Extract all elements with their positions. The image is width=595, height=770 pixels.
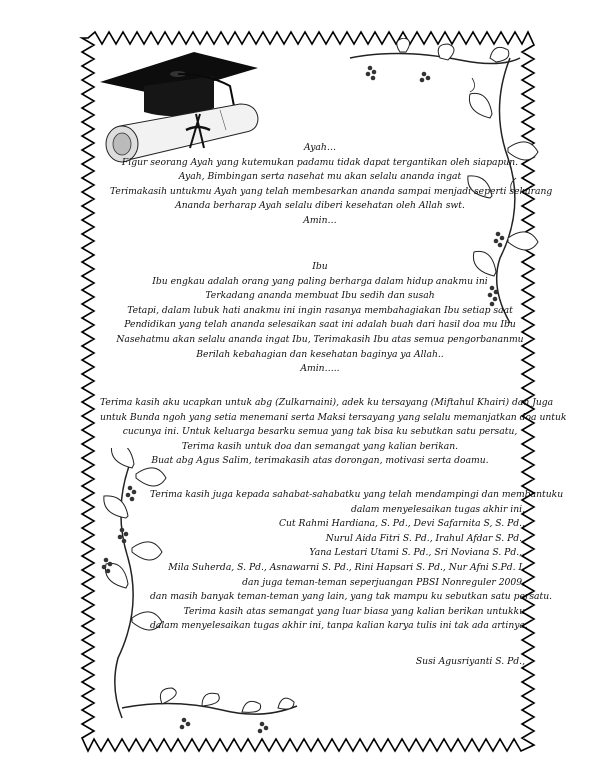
friends-line: dalam menyelesaikan tugas akhir ini, tanpa kalian karya tulis ini tak ada artinya. (150, 620, 528, 632)
friends-line: Terima kasih juga kepada sahabat-sahabatku yang telah mendampingi dan membantuku (150, 489, 564, 500)
friends-line: Terima kasih atas semangat yang luar biasa yang kalian berikan untukku (183, 605, 525, 617)
ayah-line: Ayah, Bimbingan serta nasehat mu akan selalu ananda ingat (178, 171, 462, 183)
ayah-section (110, 141, 553, 229)
ibu-line: Nasehatmu akan selalu ananda ingat Ibu, Terimakasih Ibu atas semua pengorbananmu (116, 333, 524, 345)
friends-line: Mila Suherda, S. Pd., Asnawarni S. Pd., Rini Hapsari S. Pd., Nur Afni S.Pd. I. (168, 561, 525, 573)
ibu-section (110, 260, 530, 377)
ayah-line: Figur seorang Ayah yang kutemukan padamu tidak dapat tergantikan oleh siapapun. (121, 156, 519, 168)
ibu-line: Amin….. (300, 363, 340, 375)
ibu-line: Pendidikan yang telah ananda selesaikan saat ini adalah buah dari hasil doa mu Ibu (124, 319, 516, 331)
friends-thanks-section (150, 488, 564, 634)
ibu-line: Tetapi, dalam lubuk hati anakmu ini ingin rasanya membahagiakan Ibu setiap saat (127, 304, 513, 316)
friends-line: Cut Rahmi Hardiana, S. Pd., Devi Safarnita S, S. Pd., (278, 518, 525, 530)
ayah-title: Ayah… (303, 142, 337, 153)
family-thanks-section (100, 396, 567, 469)
friends-line: dan juga teman-teman seperjuangan PBSI Nonreguler 2009, (242, 576, 525, 588)
friends-line: dan masih banyak teman-teman yang lain, yang tak mampu ku sebutkan satu persatu. (150, 591, 553, 603)
friends-line: dalam menyelesaikan tugas akhir ini, (350, 503, 525, 515)
ayah-line: Amin… (303, 214, 337, 226)
ayah-line: Ananda berharap Ayah selalu diberi kesehatan oleh Allah swt. (175, 200, 465, 212)
thanks-line: Buat abg Agus Salim, terimakasih atas dorongan, motivasi serta doamu. (151, 455, 489, 467)
thanks-line: Terima kasih untuk doa dan semangat yang kalian berikan. (181, 440, 459, 452)
ibu-line: Berilah kebahagian dan kesehatan baginya ya Allah.. (196, 348, 444, 360)
ibu-title: Ibu (312, 261, 328, 272)
ibu-line: Ibu engkau adalah orang yang paling berharga dalam hidup anakmu ini (152, 275, 488, 287)
thanks-line: untuk Bunda ngoh yang setia menemani serta Maksi tersayang yang selalu memanjatkan doa untuk (100, 411, 567, 423)
friends-line: Nurul Aida Fitri S. Pd., Irahul Afdar S. Pd., (325, 532, 525, 544)
signature-name: Susi Agusriyanti S. Pd., (415, 656, 525, 667)
thanks-line: Terima kasih aku ucapkan untuk abg (Zulkarnaini), adek ku tersayang (Miftahul Khairi) dan Juga (100, 397, 554, 408)
thanks-line: cucunya ini. Untuk keluarga besarku semua yang tak bisa ku sebutkan satu persatu, (122, 426, 518, 438)
ibu-line: Terkadang ananda membuat Ibu sedih dan susah (205, 290, 435, 302)
ayah-line: Terimakasih untukmu Ayah yang telah membesarkan ananda sampai menjadi seperti sekarang (110, 185, 553, 197)
friends-line: Yana Lestari Utami S. Pd., Sri Noviana S. Pd.,. (309, 547, 525, 559)
